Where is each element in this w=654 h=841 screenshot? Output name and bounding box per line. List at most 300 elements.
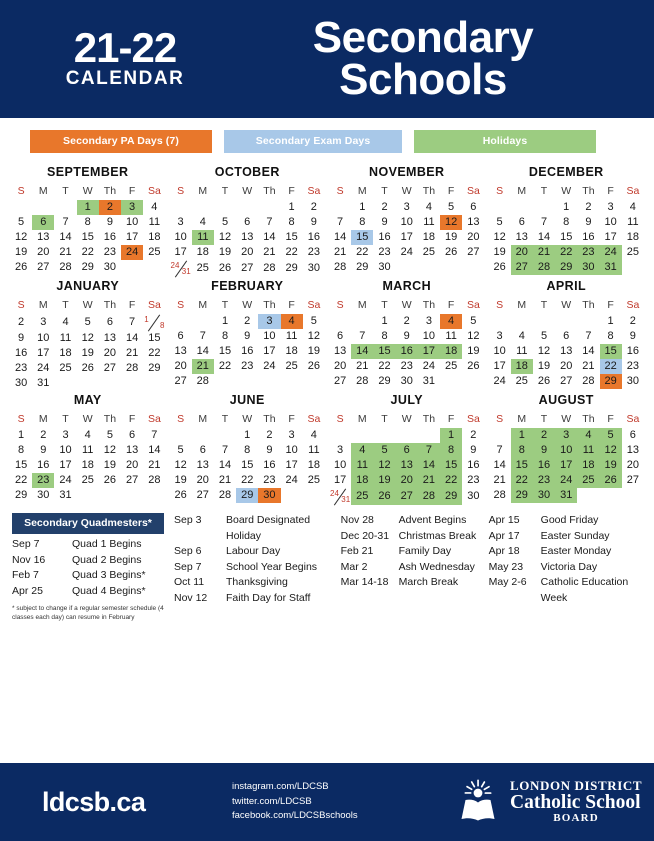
- day-cell[interactable]: 26: [467, 360, 480, 372]
- day-cell[interactable]: 16: [241, 345, 254, 357]
- day-cell[interactable]: 18: [196, 246, 209, 258]
- day-cell[interactable]: 10: [493, 345, 506, 357]
- day-cell[interactable]: 21: [493, 474, 506, 486]
- day-cell[interactable]: 21: [356, 360, 369, 372]
- day-cell[interactable]: 10: [59, 444, 72, 456]
- day-cell[interactable]: 7: [585, 330, 592, 342]
- day-cell[interactable]: 21: [218, 474, 232, 486]
- day-cell-split[interactable]: [170, 260, 192, 277]
- day-cell[interactable]: 24: [37, 362, 50, 374]
- day-cell-split[interactable]: [143, 314, 165, 331]
- day-cell-holiday[interactable]: 20: [396, 473, 418, 488]
- day-cell[interactable]: 23: [241, 360, 254, 372]
- day-cell-holiday[interactable]: 11: [577, 443, 599, 458]
- day-cell[interactable]: 26: [444, 246, 458, 258]
- day-cell-holiday[interactable]: 28: [533, 260, 555, 275]
- day-cell-holiday[interactable]: 19: [373, 473, 395, 488]
- day-cell-pa-day[interactable]: 24: [121, 245, 143, 260]
- day-cell[interactable]: 22: [378, 360, 391, 372]
- day-cell[interactable]: 2: [310, 201, 317, 213]
- day-cell[interactable]: 26: [174, 489, 187, 501]
- day-cell[interactable]: 1: [381, 315, 388, 327]
- day-cell[interactable]: 23: [307, 246, 320, 258]
- day-cell[interactable]: 27: [196, 489, 209, 501]
- day-cell[interactable]: 8: [18, 444, 25, 456]
- day-cell[interactable]: 8: [221, 330, 229, 342]
- day-cell[interactable]: 17: [125, 231, 139, 243]
- day-cell[interactable]: 21: [263, 246, 276, 258]
- day-cell-holiday[interactable]: 6: [396, 443, 418, 458]
- day-cell[interactable]: 14: [493, 459, 506, 471]
- day-cell[interactable]: 10: [125, 216, 139, 228]
- day-cell-holiday[interactable]: 31: [555, 488, 577, 503]
- day-cell[interactable]: 30: [103, 261, 117, 273]
- day-cell[interactable]: 28: [493, 489, 506, 501]
- day-cell[interactable]: 6: [337, 330, 344, 342]
- day-cell-exam-day[interactable]: 29: [236, 488, 258, 503]
- day-cell-holiday[interactable]: 23: [577, 245, 599, 260]
- day-cell[interactable]: 18: [307, 459, 320, 471]
- day-cell[interactable]: 14: [263, 231, 276, 243]
- day-cell[interactable]: 23: [263, 474, 276, 486]
- day-cell[interactable]: 17: [400, 231, 413, 243]
- day-cell[interactable]: 1: [359, 201, 366, 213]
- day-cell[interactable]: 16: [467, 459, 480, 471]
- day-cell[interactable]: 19: [537, 360, 551, 372]
- day-cell[interactable]: 19: [493, 246, 506, 258]
- day-cell[interactable]: 30: [14, 377, 28, 389]
- day-cell[interactable]: 12: [467, 330, 480, 342]
- day-cell[interactable]: 29: [285, 262, 298, 274]
- day-cell[interactable]: 9: [470, 444, 477, 456]
- day-cell[interactable]: 5: [18, 216, 25, 228]
- day-cell[interactable]: 1: [221, 315, 229, 327]
- day-cell[interactable]: 25: [285, 360, 298, 372]
- day-cell[interactable]: 2: [629, 315, 636, 327]
- day-cell[interactable]: 11: [59, 332, 72, 344]
- day-cell[interactable]: 17: [604, 231, 617, 243]
- day-cell[interactable]: 3: [62, 429, 69, 441]
- day-cell[interactable]: 26: [307, 360, 320, 372]
- day-cell[interactable]: 7: [199, 330, 206, 342]
- day-cell-holiday[interactable]: 14: [418, 458, 440, 473]
- day-cell-holiday[interactable]: 18: [511, 359, 533, 374]
- day-cell[interactable]: 26: [493, 261, 506, 273]
- day-cell[interactable]: 25: [307, 474, 320, 486]
- day-cell[interactable]: 3: [607, 201, 614, 213]
- day-cell[interactable]: 14: [333, 231, 347, 243]
- day-cell[interactable]: 24: [493, 375, 506, 387]
- day-cell[interactable]: 5: [221, 216, 229, 228]
- day-cell[interactable]: 7: [359, 330, 366, 342]
- day-cell-holiday[interactable]: 24: [600, 245, 622, 260]
- day-cell[interactable]: 4: [518, 330, 525, 342]
- day-cell[interactable]: 16: [263, 459, 276, 471]
- day-cell[interactable]: 4: [199, 216, 206, 228]
- day-cell[interactable]: 27: [626, 474, 639, 486]
- day-cell-holiday[interactable]: 1: [511, 428, 533, 443]
- day-cell[interactable]: 4: [629, 201, 636, 213]
- day-cell[interactable]: 31: [422, 375, 436, 387]
- day-cell[interactable]: 13: [626, 444, 639, 456]
- day-cell[interactable]: 14: [125, 332, 139, 344]
- day-cell[interactable]: 6: [629, 429, 636, 441]
- day-cell[interactable]: 9: [18, 332, 25, 344]
- day-cell[interactable]: 18: [626, 231, 639, 243]
- day-cell-exam-day[interactable]: 22: [600, 359, 622, 374]
- day-cell-holiday[interactable]: 4: [351, 443, 373, 458]
- day-cell[interactable]: 13: [333, 345, 347, 357]
- day-cell[interactable]: 25: [196, 262, 209, 274]
- day-cell[interactable]: 28: [333, 261, 347, 273]
- day-cell[interactable]: 10: [37, 332, 50, 344]
- day-cell-pa-day[interactable]: 2: [99, 200, 121, 215]
- day-cell[interactable]: 10: [604, 216, 617, 228]
- day-cell[interactable]: 22: [241, 474, 254, 486]
- day-cell[interactable]: 3: [288, 429, 295, 441]
- day-cell-holiday[interactable]: 17: [418, 344, 440, 359]
- day-cell-holiday[interactable]: 19: [600, 458, 622, 473]
- day-cell[interactable]: 26: [218, 262, 232, 274]
- day-cell[interactable]: 28: [148, 474, 161, 486]
- day-cell[interactable]: 9: [310, 216, 317, 228]
- day-cell[interactable]: 18: [422, 231, 436, 243]
- day-cell[interactable]: 14: [196, 345, 209, 357]
- day-cell[interactable]: 29: [81, 261, 94, 273]
- day-cell[interactable]: 27: [103, 362, 117, 374]
- day-cell[interactable]: 17: [333, 474, 347, 486]
- day-cell-holiday[interactable]: 21: [533, 245, 555, 260]
- day-cell[interactable]: 20: [103, 347, 117, 359]
- day-cell-holiday[interactable]: 29: [440, 488, 462, 505]
- day-cell[interactable]: 8: [288, 216, 295, 228]
- day-cell-holiday[interactable]: 21: [418, 473, 440, 488]
- day-cell[interactable]: 6: [244, 216, 251, 228]
- day-cell[interactable]: 1: [563, 201, 570, 213]
- social-links[interactable]: [232, 780, 447, 824]
- day-cell[interactable]: 23: [103, 246, 117, 258]
- day-cell[interactable]: 27: [241, 262, 254, 274]
- day-cell-holiday[interactable]: 22: [511, 473, 533, 488]
- day-cell[interactable]: 29: [148, 362, 161, 374]
- day-cell[interactable]: 26: [81, 362, 94, 374]
- day-cell[interactable]: 10: [285, 444, 298, 456]
- day-cell[interactable]: 15: [241, 459, 254, 471]
- day-cell[interactable]: 16: [378, 231, 391, 243]
- day-cell-exam-day[interactable]: 15: [351, 230, 373, 245]
- day-cell[interactable]: 16: [626, 345, 639, 357]
- day-cell[interactable]: 6: [199, 444, 206, 456]
- day-cell[interactable]: 16: [103, 231, 117, 243]
- day-cell[interactable]: 12: [537, 345, 551, 357]
- day-cell[interactable]: 25: [81, 474, 94, 486]
- day-cell[interactable]: 20: [196, 474, 209, 486]
- day-cell-holiday[interactable]: 5: [373, 443, 395, 458]
- day-cell-holiday[interactable]: 22: [440, 473, 462, 488]
- day-cell[interactable]: 3: [403, 201, 410, 213]
- day-cell[interactable]: 16: [582, 231, 595, 243]
- day-cell-holiday[interactable]: 22: [555, 245, 577, 260]
- day-cell[interactable]: 9: [40, 444, 47, 456]
- day-cell[interactable]: 21: [333, 246, 347, 258]
- day-cell[interactable]: 3: [40, 316, 47, 328]
- day-cell[interactable]: 22: [81, 246, 94, 258]
- day-cell-holiday[interactable]: 28: [418, 488, 440, 505]
- day-cell[interactable]: 7: [540, 216, 548, 228]
- day-cell[interactable]: 17: [59, 459, 72, 471]
- day-cell-holiday[interactable]: 11: [351, 458, 373, 473]
- day-cell-holiday[interactable]: 5: [600, 428, 622, 443]
- day-cell[interactable]: 22: [285, 246, 298, 258]
- day-cell[interactable]: 11: [308, 444, 320, 456]
- day-cell[interactable]: 26: [537, 375, 551, 387]
- day-cell[interactable]: 22: [356, 246, 369, 258]
- day-cell[interactable]: 13: [241, 231, 254, 243]
- day-cell-holiday[interactable]: 29: [555, 260, 577, 275]
- day-cell[interactable]: 4: [62, 316, 69, 328]
- day-cell[interactable]: 22: [148, 347, 161, 359]
- day-cell[interactable]: 25: [444, 360, 458, 372]
- day-cell[interactable]: 21: [148, 459, 161, 471]
- day-cell[interactable]: 12: [493, 231, 506, 243]
- day-cell-holiday[interactable]: 27: [396, 488, 418, 505]
- day-cell[interactable]: 30: [378, 261, 391, 273]
- day-cell[interactable]: 4: [425, 201, 432, 213]
- day-cell[interactable]: 8: [244, 444, 251, 456]
- day-cell[interactable]: 4: [151, 201, 158, 213]
- day-cell-holiday[interactable]: 7: [418, 443, 440, 458]
- day-cell[interactable]: 9: [403, 330, 410, 342]
- day-cell-pa-day[interactable]: 29: [600, 374, 622, 389]
- day-cell[interactable]: 20: [125, 459, 139, 471]
- day-cell[interactable]: 27: [37, 261, 50, 273]
- day-cell[interactable]: 13: [174, 345, 187, 357]
- day-cell[interactable]: 28: [582, 375, 595, 387]
- day-cell[interactable]: 9: [266, 444, 273, 456]
- day-cell-holiday[interactable]: 30: [577, 260, 599, 275]
- day-cell[interactable]: 28: [59, 261, 72, 273]
- day-cell-pa-day[interactable]: 30: [258, 488, 280, 503]
- day-cell[interactable]: 18: [59, 347, 72, 359]
- day-cell[interactable]: 5: [496, 216, 503, 228]
- day-cell[interactable]: 23: [14, 362, 28, 374]
- day-cell[interactable]: 6: [129, 429, 136, 441]
- day-cell[interactable]: 2: [266, 429, 273, 441]
- day-cell[interactable]: 17: [37, 347, 50, 359]
- day-cell[interactable]: 26: [103, 474, 117, 486]
- day-cell-holiday[interactable]: 15: [373, 344, 395, 359]
- day-cell[interactable]: 13: [125, 444, 139, 456]
- day-cell[interactable]: 8: [381, 330, 388, 342]
- day-cell[interactable]: 26: [14, 261, 28, 273]
- day-cell[interactable]: 23: [378, 246, 391, 258]
- day-cell[interactable]: 1: [244, 429, 251, 441]
- day-cell[interactable]: 27: [333, 375, 347, 387]
- day-cell[interactable]: 21: [59, 246, 72, 258]
- day-cell[interactable]: 17: [285, 459, 298, 471]
- day-cell[interactable]: 15: [560, 231, 573, 243]
- day-cell[interactable]: 7: [337, 216, 344, 228]
- day-cell[interactable]: 20: [37, 246, 50, 258]
- day-cell[interactable]: 11: [285, 330, 298, 342]
- day-cell[interactable]: 27: [174, 375, 187, 387]
- day-cell[interactable]: 24: [59, 474, 72, 486]
- day-cell-holiday[interactable]: 30: [533, 488, 555, 503]
- day-cell[interactable]: 5: [540, 330, 548, 342]
- day-cell[interactable]: 6: [177, 330, 184, 342]
- day-cell[interactable]: 30: [626, 375, 639, 387]
- day-cell[interactable]: 15: [218, 345, 232, 357]
- day-cell-holiday[interactable]: 3: [121, 200, 143, 215]
- day-cell[interactable]: 25: [626, 246, 639, 258]
- website-url[interactable]: ldcsb.ca: [42, 786, 146, 817]
- day-cell[interactable]: 1: [288, 201, 295, 213]
- day-cell[interactable]: 23: [400, 360, 413, 372]
- day-cell[interactable]: 23: [467, 474, 480, 486]
- day-cell[interactable]: 6: [518, 216, 525, 228]
- day-cell-holiday[interactable]: 6: [32, 215, 54, 230]
- day-cell-holiday[interactable]: 12: [600, 443, 622, 458]
- day-cell[interactable]: 17: [174, 246, 187, 258]
- day-cell[interactable]: 13: [37, 231, 50, 243]
- day-cell[interactable]: 8: [359, 216, 366, 228]
- day-cell-holiday[interactable]: 3: [555, 428, 577, 443]
- day-cell-holiday[interactable]: 8: [440, 443, 462, 458]
- day-cell[interactable]: 19: [103, 459, 117, 471]
- day-cell[interactable]: 15: [285, 231, 298, 243]
- day-cell[interactable]: 20: [467, 231, 480, 243]
- day-cell-holiday[interactable]: 21: [192, 359, 214, 374]
- day-cell[interactable]: 30: [400, 375, 413, 387]
- day-cell[interactable]: 14: [537, 231, 551, 243]
- day-cell[interactable]: 30: [37, 489, 50, 501]
- day-cell-holiday[interactable]: 15: [511, 458, 533, 473]
- day-cell[interactable]: 10: [174, 231, 187, 243]
- day-cell[interactable]: 24: [400, 246, 413, 258]
- day-cell[interactable]: 16: [307, 231, 320, 243]
- day-cell[interactable]: 13: [560, 345, 573, 357]
- day-cell[interactable]: 20: [333, 360, 347, 372]
- day-cell[interactable]: 5: [84, 316, 91, 328]
- day-cell[interactable]: 2: [381, 201, 388, 213]
- day-cell[interactable]: 24: [422, 360, 436, 372]
- day-cell-holiday[interactable]: 1: [77, 200, 99, 215]
- day-cell[interactable]: 9: [585, 216, 592, 228]
- day-cell[interactable]: 11: [627, 216, 639, 228]
- day-cell-holiday[interactable]: 15: [600, 344, 622, 359]
- day-cell[interactable]: 21: [582, 360, 595, 372]
- day-cell[interactable]: 12: [81, 332, 94, 344]
- day-cell-holiday[interactable]: 1: [440, 428, 462, 443]
- day-cell-holiday[interactable]: 31: [600, 260, 622, 275]
- day-cell[interactable]: 5: [448, 201, 455, 213]
- day-cell[interactable]: 28: [218, 489, 232, 501]
- day-cell[interactable]: 28: [263, 262, 276, 274]
- day-cell[interactable]: 8: [607, 330, 614, 342]
- day-cell[interactable]: 5: [177, 444, 184, 456]
- day-cell-holiday[interactable]: 23: [533, 473, 555, 488]
- day-cell[interactable]: 25: [59, 362, 72, 374]
- day-cell[interactable]: 4: [310, 429, 317, 441]
- day-cell[interactable]: 9: [244, 330, 251, 342]
- day-cell[interactable]: 20: [174, 360, 187, 372]
- day-cell[interactable]: 8: [84, 216, 91, 228]
- day-cell[interactable]: 20: [626, 459, 639, 471]
- day-cell[interactable]: 13: [103, 332, 117, 344]
- day-cell-holiday[interactable]: 8: [511, 443, 533, 458]
- day-cell[interactable]: 18: [285, 345, 298, 357]
- day-cell[interactable]: 28: [356, 375, 369, 387]
- day-cell[interactable]: 19: [81, 347, 94, 359]
- day-cell-pa-day[interactable]: 4: [440, 314, 462, 329]
- day-cell[interactable]: 10: [422, 330, 436, 342]
- day-cell[interactable]: 11: [423, 216, 435, 228]
- day-cell[interactable]: 13: [196, 459, 209, 471]
- day-cell[interactable]: 19: [307, 345, 320, 357]
- day-cell-holiday[interactable]: 15: [440, 458, 462, 473]
- day-cell-exam-day[interactable]: 3: [258, 314, 280, 329]
- day-cell[interactable]: 13: [467, 216, 480, 228]
- day-cell-holiday[interactable]: 26: [600, 473, 622, 488]
- day-cell[interactable]: 19: [467, 345, 480, 357]
- day-cell[interactable]: 17: [493, 360, 506, 372]
- day-cell[interactable]: 10: [263, 330, 276, 342]
- day-cell[interactable]: 7: [266, 216, 273, 228]
- day-cell[interactable]: 30: [307, 262, 320, 274]
- day-cell[interactable]: 28: [125, 362, 139, 374]
- day-cell-holiday[interactable]: 26: [373, 488, 395, 505]
- day-cell[interactable]: 16: [14, 347, 28, 359]
- day-cell[interactable]: 14: [582, 345, 595, 357]
- day-cell[interactable]: 14: [218, 459, 232, 471]
- day-cell-holiday[interactable]: 24: [555, 473, 577, 488]
- day-cell-holiday[interactable]: 20: [511, 245, 533, 260]
- day-cell[interactable]: 24: [263, 360, 276, 372]
- day-cell-holiday[interactable]: 11: [192, 230, 214, 245]
- day-cell[interactable]: 15: [81, 231, 94, 243]
- day-cell[interactable]: 2: [244, 315, 251, 327]
- day-cell[interactable]: 22: [218, 360, 232, 372]
- day-cell[interactable]: 3: [177, 216, 184, 228]
- day-cell[interactable]: 22: [14, 474, 28, 486]
- day-cell[interactable]: 2: [470, 429, 477, 441]
- day-cell-holiday[interactable]: 25: [577, 473, 599, 488]
- day-cell-holiday[interactable]: 16: [533, 458, 555, 473]
- day-cell[interactable]: 4: [84, 429, 91, 441]
- day-cell[interactable]: 27: [125, 474, 139, 486]
- day-cell[interactable]: 25: [422, 246, 436, 258]
- day-cell[interactable]: 14: [59, 231, 72, 243]
- day-cell[interactable]: 7: [129, 316, 136, 328]
- day-cell-split[interactable]: [329, 488, 351, 505]
- day-cell[interactable]: 15: [148, 332, 161, 344]
- day-cell[interactable]: 9: [629, 330, 636, 342]
- day-cell[interactable]: 27: [467, 246, 480, 258]
- day-cell[interactable]: 18: [148, 231, 161, 243]
- day-cell[interactable]: 12: [218, 231, 232, 243]
- day-cell[interactable]: 6: [563, 330, 570, 342]
- day-cell[interactable]: 14: [148, 444, 161, 456]
- day-cell[interactable]: 7: [151, 429, 158, 441]
- social-link-3[interactable]: facebook.com/LDCSBschools: [232, 810, 358, 822]
- day-cell[interactable]: 13: [515, 231, 528, 243]
- day-cell[interactable]: 1: [607, 315, 614, 327]
- day-cell[interactable]: 29: [14, 489, 28, 501]
- day-cell[interactable]: 31: [37, 377, 50, 389]
- day-cell[interactable]: 7: [62, 216, 69, 228]
- day-cell-holiday[interactable]: 18: [440, 344, 462, 359]
- day-cell[interactable]: 7: [221, 444, 229, 456]
